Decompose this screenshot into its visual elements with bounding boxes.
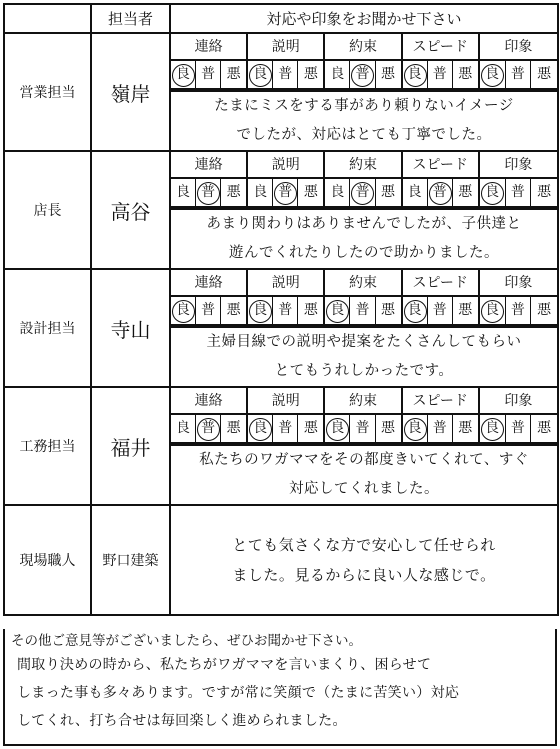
rating-options <box>325 415 402 444</box>
comment-line: あまり関わりはありませんでしたが、子供達と <box>206 216 522 232</box>
category-label: 連絡 <box>171 34 248 61</box>
comment-line: 主婦目線での説明や提案をたくさんしてもらい <box>206 334 522 350</box>
rating-option-selected[interactable]: 良 <box>248 415 273 442</box>
rating-option[interactable]: 悪 <box>458 302 473 318</box>
person-name: 高谷 <box>91 151 170 269</box>
category-label: 連絡 <box>171 152 248 179</box>
category-label: スピード <box>403 270 480 297</box>
category-label: 約束 <box>325 270 402 297</box>
rating-option[interactable]: 悪 <box>381 66 396 82</box>
rating-options <box>403 297 480 326</box>
category-label: 連絡 <box>171 388 248 415</box>
staff-row <box>4 151 558 209</box>
rating-option[interactable]: 普 <box>350 415 375 442</box>
rating-block <box>170 387 558 445</box>
rating-option-selected[interactable]: 良 <box>480 297 506 324</box>
category-label: 説明 <box>248 388 325 415</box>
category-label: 印象 <box>480 270 557 297</box>
comment-line: 間取り決めの時から、私たちがワガママを言いまくり、困らせて <box>17 657 432 673</box>
rating-option[interactable]: 悪 <box>303 420 318 436</box>
rating-option[interactable]: 良 <box>248 179 273 206</box>
rating-option-selected[interactable]: 普 <box>273 179 298 206</box>
category-label: 印象 <box>480 388 557 415</box>
person-column-header: 担当者 <box>91 4 170 33</box>
category-label: 連絡 <box>171 270 248 297</box>
rating-option[interactable]: 普 <box>273 415 298 442</box>
rating-option[interactable]: 悪 <box>458 420 473 436</box>
category-label: 説明 <box>248 152 325 179</box>
rating-option[interactable]: 普 <box>273 297 298 324</box>
rating-option[interactable]: 普 <box>273 61 298 88</box>
category-label: 約束 <box>325 388 402 415</box>
role-label: 設計担当 <box>4 269 91 387</box>
category-label: スピード <box>403 34 480 61</box>
rating-options <box>403 61 480 90</box>
blank-header-cell <box>4 4 91 33</box>
comment-line: ました。見るからに良い人な感じで。 <box>232 566 496 584</box>
rating-option[interactable]: 悪 <box>381 302 396 318</box>
rating-option-selected[interactable]: 良 <box>325 297 350 324</box>
rating-option[interactable]: 普 <box>428 61 453 88</box>
person-name: 嶺岸 <box>91 33 170 151</box>
rating-option-selected[interactable]: 良 <box>480 415 506 442</box>
rating-option[interactable]: 良 <box>171 415 196 442</box>
staff-row <box>4 269 558 327</box>
rating-options <box>325 179 402 208</box>
rating-option[interactable]: 悪 <box>226 302 241 318</box>
rating-options <box>480 179 557 208</box>
category-label: 約束 <box>325 34 402 61</box>
comment-cell <box>170 445 558 505</box>
rating-block <box>170 269 558 327</box>
rating-option[interactable]: 普 <box>196 297 221 324</box>
rating-option-selected[interactable]: 普 <box>350 179 375 206</box>
rating-option[interactable]: 悪 <box>226 420 241 436</box>
rating-options <box>325 61 402 90</box>
rating-option[interactable]: 良 <box>403 179 428 206</box>
rating-options <box>171 415 248 444</box>
rating-option[interactable]: 普 <box>506 61 532 88</box>
rating-option[interactable]: 悪 <box>381 184 396 200</box>
rating-options <box>248 415 325 444</box>
rating-option[interactable]: 良 <box>325 61 350 88</box>
comment-line: とても気さくな方で安心して任せられ <box>232 536 496 554</box>
category-label: 説明 <box>248 34 325 61</box>
rating-options <box>325 297 402 326</box>
rating-option[interactable]: 普 <box>506 415 532 442</box>
comment-line: しまった事も多々あります。ですが常に笑顔で（たまに苦笑い）対応 <box>17 685 460 701</box>
rating-options <box>248 179 325 208</box>
rating-option-selected[interactable]: 良 <box>403 61 428 88</box>
role-label: 営業担当 <box>4 33 91 151</box>
category-label: 約束 <box>325 152 402 179</box>
comment-cell <box>170 505 558 615</box>
comment-cell <box>170 91 558 151</box>
role-label: 工務担当 <box>4 387 91 505</box>
rating-options <box>480 297 557 326</box>
rating-option[interactable]: 悪 <box>303 184 318 200</box>
rating-option[interactable]: 悪 <box>303 66 318 82</box>
rating-option-selected[interactable]: 良 <box>403 297 428 324</box>
rating-option[interactable]: 普 <box>350 297 375 324</box>
person-name: 野口建築 <box>91 505 170 615</box>
rating-option-selected[interactable]: 良 <box>480 179 506 206</box>
craftsman-row <box>4 505 558 615</box>
rating-option-selected[interactable]: 良 <box>325 415 350 442</box>
rating-option[interactable]: 悪 <box>458 184 473 200</box>
rating-grid <box>171 388 557 444</box>
comment-line: してくれ、打ち合せは毎回楽しく進められました。 <box>17 713 347 729</box>
category-label: スピード <box>403 152 480 179</box>
person-name: 寺山 <box>91 269 170 387</box>
staff-row <box>4 33 558 91</box>
comment-line: とてもうれしかったです。 <box>274 363 454 379</box>
other-comments-box <box>3 629 557 746</box>
rating-option[interactable]: 悪 <box>537 184 552 200</box>
rating-options <box>480 61 557 90</box>
rating-option[interactable]: 悪 <box>303 302 318 318</box>
rating-option-selected[interactable]: 良 <box>171 297 196 324</box>
rating-block <box>170 151 558 209</box>
comment-line: 私たちのワガママをその都度きいてくれて、すぐ <box>199 452 529 468</box>
other-comments-text <box>11 651 549 735</box>
rating-options <box>248 61 325 90</box>
rating-option-selected[interactable]: 良 <box>248 297 273 324</box>
rating-options <box>171 297 248 326</box>
survey-table <box>3 3 559 616</box>
comment-line: 遊んでくれたりしたので助かりました。 <box>229 245 499 261</box>
comment-line: 対応してくれました。 <box>289 481 439 497</box>
rating-option[interactable]: 悪 <box>226 184 241 200</box>
comment-cell <box>170 209 558 269</box>
rating-option[interactable]: 普 <box>506 179 532 206</box>
rating-option[interactable]: 良 <box>325 179 350 206</box>
rating-option[interactable]: 普 <box>506 297 532 324</box>
rating-option-selected[interactable]: 良 <box>248 61 273 88</box>
rating-option[interactable]: 悪 <box>537 302 552 318</box>
rating-option[interactable]: 悪 <box>381 420 396 436</box>
rating-option[interactable]: 普 <box>196 61 221 88</box>
rating-options <box>171 179 248 208</box>
rating-options <box>403 179 480 208</box>
rating-option[interactable]: 普 <box>428 415 453 442</box>
rating-option-selected[interactable]: 普 <box>350 61 375 88</box>
rating-option[interactable]: 悪 <box>537 420 552 436</box>
rating-option-selected[interactable]: 良 <box>403 415 428 442</box>
rating-options <box>171 61 248 90</box>
feedback-column-header: 対応や印象をお聞かせ下さい <box>170 4 558 33</box>
rating-option-selected[interactable]: 普 <box>196 415 221 442</box>
comment-line: たまにミスをする事があり頼りないイメージ <box>214 98 514 114</box>
rating-option[interactable]: 良 <box>171 179 196 206</box>
rating-options <box>248 297 325 326</box>
other-comments-title: その他ご意見等がございましたら、ぜひお聞かせ下さい。 <box>11 633 362 649</box>
rating-options <box>403 415 480 444</box>
rating-option[interactable]: 悪 <box>537 66 552 82</box>
rating-option-selected[interactable]: 普 <box>428 179 453 206</box>
role-label: 店長 <box>4 151 91 269</box>
role-label: 現場職人 <box>4 505 91 615</box>
category-label: 印象 <box>480 152 557 179</box>
rating-grid <box>171 270 557 326</box>
rating-options <box>480 415 557 444</box>
rating-option[interactable]: 普 <box>428 297 453 324</box>
rating-option-selected[interactable]: 良 <box>480 61 506 88</box>
rating-block <box>170 33 558 91</box>
rating-grid <box>171 34 557 90</box>
rating-grid <box>171 152 557 208</box>
rating-option-selected[interactable]: 普 <box>196 179 221 206</box>
staff-row <box>4 387 558 445</box>
category-label: スピード <box>403 388 480 415</box>
category-label: 印象 <box>480 34 557 61</box>
comment-line: でしたが、対応はとても丁寧でした。 <box>236 127 492 143</box>
rating-option[interactable]: 悪 <box>226 66 241 82</box>
person-name: 福井 <box>91 387 170 505</box>
category-label: 説明 <box>248 270 325 297</box>
rating-option-selected[interactable]: 良 <box>171 61 196 88</box>
comment-cell <box>170 327 558 387</box>
rating-option[interactable]: 悪 <box>458 66 473 82</box>
